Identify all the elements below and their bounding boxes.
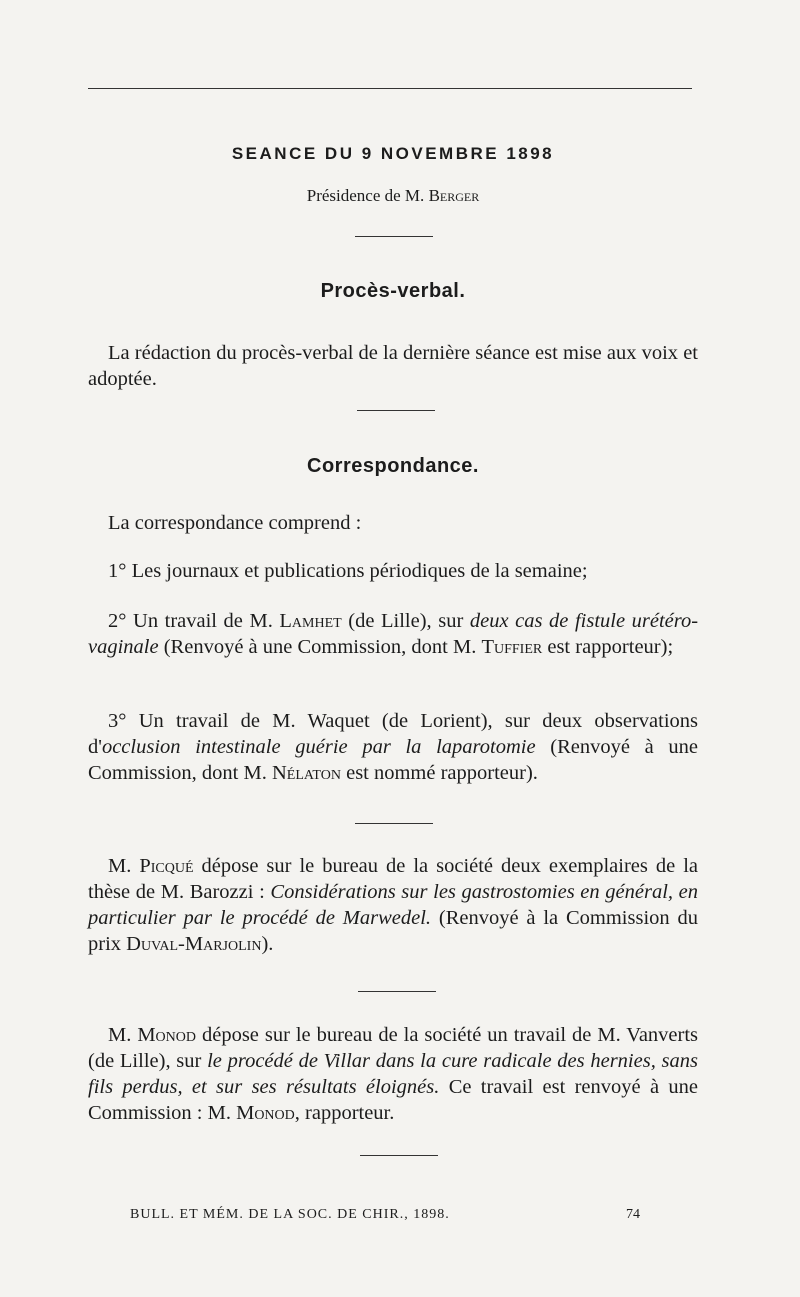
monod-text-a: M. [108, 1024, 132, 1046]
item3-text-a: 3° Un travail de M. Waquet (de Lorient), sur deux observations d' [88, 710, 698, 758]
correspondance-intro: La correspondance comprend : [108, 512, 362, 534]
presidence-prefix: Présidence de M. [306, 186, 425, 205]
picque-paragraph [88, 853, 698, 957]
top-rule [88, 88, 692, 89]
monod-paragraph [88, 1022, 698, 1126]
section-divider [355, 236, 433, 237]
item3-text-b: (Renvoyé à une Commission, dont M. [88, 736, 698, 784]
work-title: le procédé de Villar dans la cure radicale des hernies, sans fils perdus, et sur ses résultats éloignés. [88, 1050, 699, 1098]
journal-reference: BULL. ET MÉM. DE LA SOC. DE CHIR., 1898. [130, 1207, 450, 1222]
section-divider [358, 991, 436, 992]
rapporteur-name: Monod [236, 1102, 295, 1124]
correspondance-heading: Correspondance. [307, 455, 479, 477]
author-name: Lamhet [279, 610, 342, 632]
monod-text-d: , rapporteur. [294, 1102, 395, 1124]
rapporteur-name: Tuffier [481, 636, 543, 658]
correspondance-item-2 [88, 608, 698, 660]
seance-title: SEANCE DU 9 NOVEMBRE 1898 [231, 144, 555, 163]
item2-text-c: (Renvoyé à une Commission, dont M. [163, 636, 477, 658]
monod-text-c: Ce travail est renvoyé à une Commission : M. [88, 1076, 698, 1124]
picque-text-c: (Renvoyé à la Commission du prix [88, 907, 698, 955]
proces-verbal-heading: Procès-verbal. [320, 280, 466, 302]
item3-text-c: est nommé rapporteur). [346, 762, 538, 784]
monod-text-b: dépose sur le bureau de la société un travail de M. Vanverts (de Lille), sur [88, 1024, 699, 1072]
item2-text-d: est rapporteur); [547, 636, 674, 658]
page-number: 74 [626, 1207, 640, 1222]
page-footer [130, 1207, 640, 1223]
work-title: Considérations sur les gastrostomies en général, en particulier par le procédé de Marwedel. [88, 881, 698, 929]
picque-text-a: M. [108, 855, 132, 877]
correspondance-item-1: 1° Les journaux et publications périodiques de la semaine; [108, 560, 588, 582]
member-name: Picqué [139, 855, 194, 877]
work-title: deux cas de fistule urétéro-vaginale [88, 610, 699, 658]
work-title: occlusion intestinale guérie par la laparotomie [101, 736, 536, 758]
section-divider [357, 410, 435, 411]
picque-text-b: dépose sur le bureau de la société deux exemplaires de la thèse de M. Barozzi : [88, 855, 698, 903]
proces-verbal-text: La rédaction du procès-verbal de la dernière séance est mise aux voix et adoptée. [88, 342, 698, 390]
correspondance-item-3 [88, 708, 698, 786]
prize-name: Duval-Marjolin [126, 933, 262, 955]
section-divider [355, 823, 433, 824]
item2-text-b: (de Lille), sur [348, 610, 464, 632]
section-divider [360, 1155, 438, 1156]
presidence-line [88, 186, 698, 206]
picque-text-d: ). [261, 933, 274, 955]
item2-text-a: 2° Un travail de M. [108, 610, 273, 632]
president-name: Berger [428, 186, 480, 205]
member-name: Monod [137, 1024, 196, 1046]
rapporteur-name: Nélaton [271, 762, 341, 784]
